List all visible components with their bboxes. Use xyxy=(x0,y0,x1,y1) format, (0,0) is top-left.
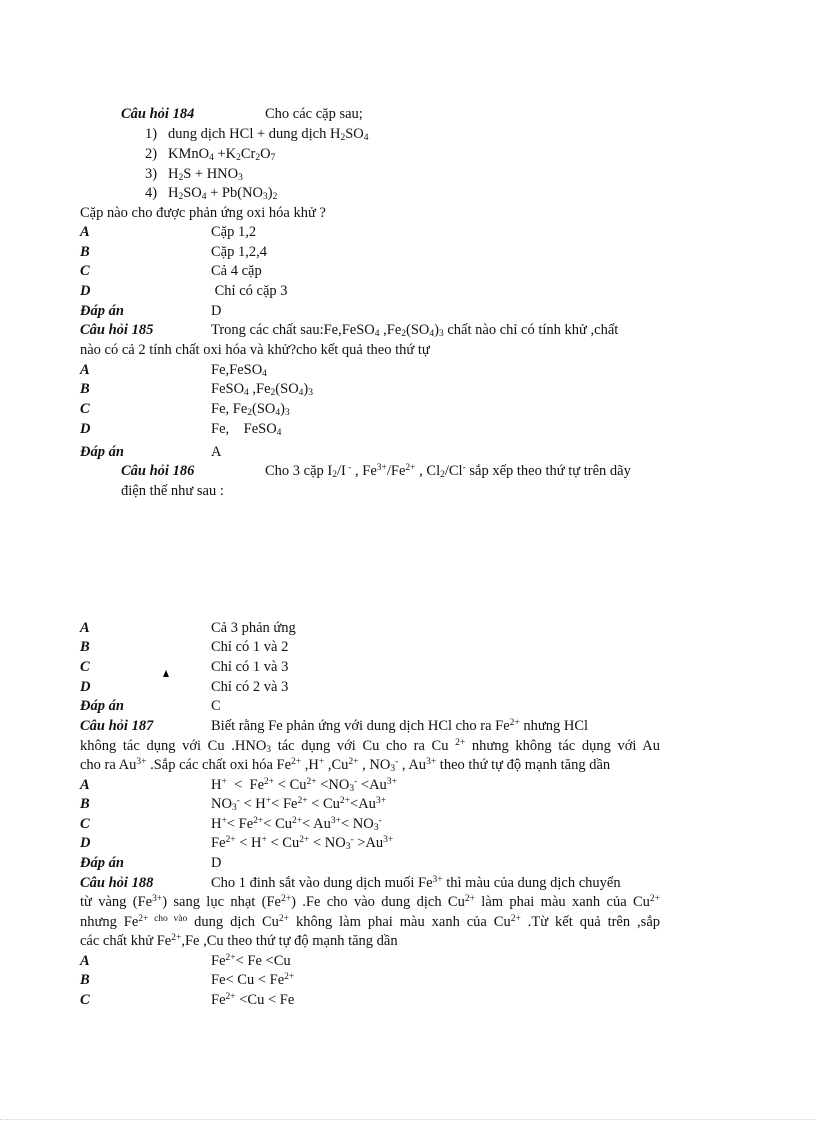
triangle-marker-icon xyxy=(163,670,169,677)
q185-answer-label: Đáp án xyxy=(80,444,124,460)
q187-line-2: không tác dụng với Cu $.HNO_3$ tác dụng với Cu cho ra Cu $^{2+}$ nhưng không tác dụng với Au xyxy=(80,738,660,755)
q188-line-3: nhưng $Fe^{2+ cho vào}$ dung dịch $Cu^{2+}$ không làm phai màu xanh của $Cu^{2+}$ .Từ kết quả trên ,sắp xyxy=(80,914,661,930)
page-bottom-divider xyxy=(0,1119,816,1120)
q186-option-c-text: Chỉ có 1 và 3 xyxy=(211,659,289,675)
q184-question: Cặp nào cho được phản ứng oxi hóa khử ? xyxy=(80,205,326,221)
q184-option-a-label: A xyxy=(80,224,90,240)
q184-option-b-text: Cặp 1,2,4 xyxy=(211,244,267,260)
q185-answer: A xyxy=(211,444,222,460)
q186-option-b-text: Chỉ có 1 và 2 xyxy=(211,639,289,655)
q187-option-c-text: $H^+< Fe^{2+}< Cu^{2+}< Au^{3+}< NO_3^-$ xyxy=(211,816,382,833)
q185-option-b-label: B xyxy=(80,381,90,397)
q188-title: Câu hỏi 188 xyxy=(80,875,154,891)
q188-line-1: Cho 1 đinh sắt vào dung dịch muối $Fe^{3+}$ thì màu của dung dịch chuyển xyxy=(211,875,621,891)
q185-option-d-label: D xyxy=(80,421,91,437)
q188-option-c-text: $Fe^{2+} <Cu < Fe$ xyxy=(211,992,295,1008)
q187-option-a-text: $H^+ < Fe^{2+} < Cu^{2+} <NO_3^- <Au^{3+}$ xyxy=(211,777,397,794)
q186-answer-label: Đáp án xyxy=(80,698,124,714)
q184-option-c-text: Cả 4 cặp xyxy=(211,263,262,279)
q184-answer-label: Đáp án xyxy=(80,303,124,319)
q184-option-d-label: D xyxy=(80,283,91,299)
q187-answer: D xyxy=(211,855,222,871)
q184-option-d-text: Chỉ có cặp 3 xyxy=(211,283,288,299)
q187-option-c-label: C xyxy=(80,816,90,832)
q184-option-b-label: B xyxy=(80,244,90,260)
q187-option-d-label: D xyxy=(80,835,91,851)
q184-item-3: 3) $H_2S + HNO_3$ xyxy=(145,166,243,183)
q185-title: Câu hỏi 185 xyxy=(80,322,154,338)
q185-option-d-text: Fe, FeSO$_4$ xyxy=(211,421,282,438)
q187-option-d-text: $Fe^{2+} < H^+ < Cu^{2+} < NO_3^- >Au^{3+}$ xyxy=(211,835,394,852)
q185-option-c-label: C xyxy=(80,401,90,417)
q185-line-1: Trong các chất sau:Fe,FeSO$_4$ $,Fe_2(SO_4)_3$ chất nào chỉ có tính khử ,chất xyxy=(211,322,619,339)
q188-option-a-label: A xyxy=(80,953,90,969)
q186-option-d-text: Chỉ có 2 và 3 xyxy=(211,679,289,695)
q186-line-2: điện thế như sau : xyxy=(121,483,224,499)
q184-intro: Cho các cặp sau; xyxy=(265,106,363,122)
q184-answer: D xyxy=(211,303,222,319)
q188-option-b-label: B xyxy=(80,972,90,988)
q186-option-a-label: A xyxy=(80,620,90,636)
q185-option-a-label: A xyxy=(80,362,90,378)
q188-line-4: các chất khử $Fe^{2+},Fe$ ,Cu theo thứ tự độ mạnh tăng dần xyxy=(80,933,398,949)
q184-option-c-label: C xyxy=(80,263,90,279)
q184-title: Câu hỏi 184 xyxy=(121,106,195,122)
q188-option-b-text: $Fe< Cu < Fe^{2+}$ xyxy=(211,972,295,988)
q186-option-a-text: Cả 3 phản ứng xyxy=(211,620,296,636)
q188-line-2: từ vàng $(Fe^{3+})$ sang lục nhạt $(Fe^{2+})$ .Fe cho vào dung dịch $Cu^{2+}$ làm phai màu xanh của $Cu^{2+}$ xyxy=(80,894,660,910)
q186-title: Câu hỏi 186 xyxy=(121,463,195,479)
q185-option-c-text: Fe, $Fe_2(SO_4)_3$ xyxy=(211,401,290,418)
q185-option-b-text: FeSO$_4$ $,Fe_2(SO_4)_3$ xyxy=(211,381,314,398)
q184-option-a-text: Cặp 1,2 xyxy=(211,224,257,240)
q186-option-b-label: B xyxy=(80,639,90,655)
q187-option-a-label: A xyxy=(80,777,90,793)
q186-answer: C xyxy=(211,698,221,714)
q187-option-b-text: $NO_3^- < H^+< Fe^{2+} < Cu^{2+}<Au^{3+}$ xyxy=(211,796,387,813)
q186-option-c-label: C xyxy=(80,659,90,675)
q188-option-a-text: $Fe^{2+}< Fe <Cu$ xyxy=(211,953,291,969)
q187-option-b-label: B xyxy=(80,796,90,812)
q188-option-c-label: C xyxy=(80,992,90,1008)
q187-answer-label: Đáp án xyxy=(80,855,124,871)
q184-item-2: 2) KMnO$_4$ $+K_2Cr_2O_7$ xyxy=(145,146,276,163)
q187-title: Câu hỏi 187 xyxy=(80,718,154,734)
q186-option-d-label: D xyxy=(80,679,91,695)
q184-item-1: 1) dung dịch HCl + dung dịch $H_2SO_4$ xyxy=(145,126,369,143)
q187-line-3: cho ra $Au^{3+}$ .Sắp các chất oxi hóa $Fe^{2+}$ ,H+ $,Cu^{2+}$ , $NO_3^-$ , $Au^{3+}$ theo thứ tự độ mạnh tăng dần xyxy=(80,757,611,774)
q184-item-4: 4) $H_2SO_4 + Pb(NO_3)_2$ xyxy=(145,185,278,202)
q185-line-2: nào có cả 2 tính chất oxi hóa và khử?cho kết quả theo thứ tự xyxy=(80,342,430,358)
q186-line-1: Cho 3 cặp $I_2/I$ - , $Fe^{3+}/Fe^{2+}$ , $Cl_2/Cl^-$ sắp xếp theo thứ tự trên dãy xyxy=(265,463,631,480)
q187-line-1: Biết rằng Fe phản ứng với dung dịch HCl cho ra $Fe^{2+}$ nhưng HCl xyxy=(211,718,589,734)
q185-option-a-text: Fe,FeSO$_4$ xyxy=(211,362,267,379)
